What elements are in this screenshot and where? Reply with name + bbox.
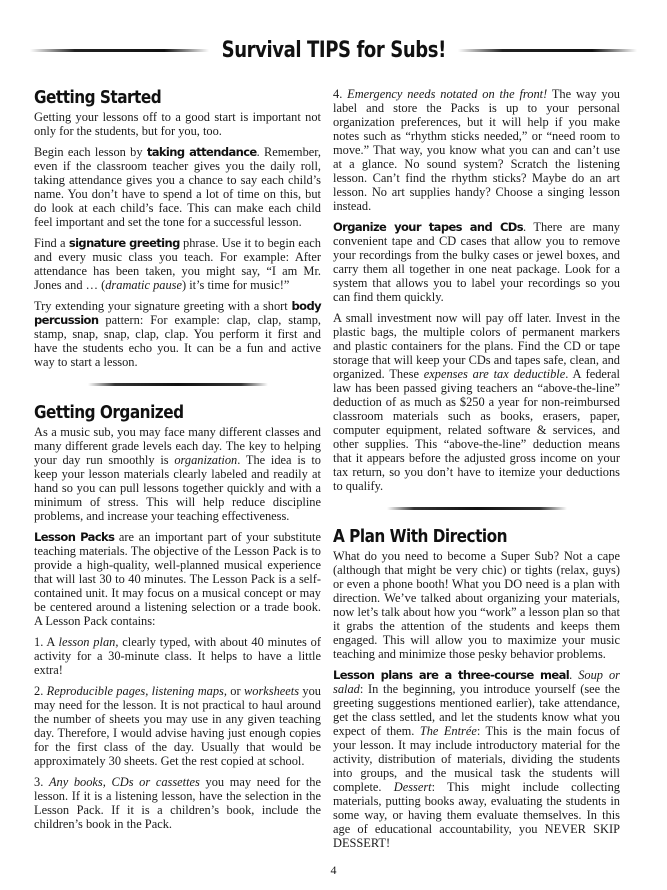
text-run: . The idea is to keep your lesson materials clearly labeled and readily at hand so you can pull lessons together quickly and with a minimum of stress. This will help reduce discipline problems, and increase your teaching effectiveness.: [34, 453, 321, 523]
italic-text: expenses are tax deductible: [423, 367, 566, 381]
text-run: .: [569, 668, 579, 682]
page-title: Survival TIPS for Subs!: [221, 38, 446, 63]
text-run: The way you label and store the Packs is up to your personal organization preferences, but it will help if you make notes such as “rhythm sticks needed,” or “need room to move.” That way, you know what you can and can’t use at a glance. No sound system? Scratch the listening lesson. Can’t find the rhythm sticks? Maybe do an art lesson. No art supplies handy? Choose a singing lesson instead.: [333, 87, 620, 213]
paragraph: [34, 299, 321, 369]
text-run: Find a: [34, 236, 69, 250]
italic-text: The Entrée: [419, 724, 477, 738]
paragraph: [34, 684, 321, 768]
keyword-highlight: signature greeting: [68, 236, 180, 250]
text-run: : This is the main focus of your lesson. It may include introductory material for the activity, distribution of materials, dividing the students into groups, and the musical task the students will complete.: [333, 724, 620, 794]
text-run: you may need for the lesson. It is not practical to haul around the number of sheets you may use in any given teaching day. Therefore, I would advise having just enough copies for the first class of the day. Usually that would be approximately 30 sheets. Get the rest copied at school.: [34, 684, 321, 768]
italic-text: Dessert: [393, 780, 432, 794]
keyword-highlight: taking attendance: [146, 145, 257, 159]
text-run: Getting your lessons off to a good start is important not only for the students, but for you, too.: [34, 110, 321, 138]
paragraph: [34, 635, 321, 677]
paragraph: [34, 236, 321, 292]
paragraph: [34, 530, 321, 628]
text-run: pattern: For example: clap, clap, stamp, stamp, snap, snap, clap, clap. You perform it first and have the students echo you. It can be a fun and active way to start a lesson.: [34, 313, 321, 369]
italic-text: lesson plan,: [58, 635, 119, 649]
text-run: What do you need to become a Super Sub? Not a cape (although that might be very chic) or tights (relax, guys) or even a phone booth! What you DO need is a plan with direction. We’ve talked about organizing your materials, now let’s talk about how you “work” a lesson plan so that it grabs the attention of the students and keeps them engaged. This will allow you to maximize your music teaching and minimize those pesky behavior problems.: [333, 549, 620, 661]
right-column: [333, 87, 620, 857]
title-rule-left: [30, 49, 209, 52]
text-run: . A federal law has been passed giving teachers an “above-the-line” deduction of as much as $250 a year for non-reimbursed classroom materials such as books, erasers, paper, computer equipment, related software & services, and other supplies. This “above-the-line” deduction means that it appears before the adjusted gross income on your tax return, so you don’t have to itemize your deductions to qualify.: [333, 367, 620, 493]
text-run: Begin each lesson by: [34, 145, 147, 159]
text-run: or: [226, 684, 244, 698]
italic-text: dramatic pause: [105, 278, 182, 292]
text-run: : In the beginning, you introduce yourself (see the greeting suggestions mentioned earlier), take attendance, get the class settled, and let the students know what you expect of them.: [333, 682, 620, 738]
italic-text: Reproducible pages, listening maps,: [46, 684, 227, 698]
section-heading: Getting Started: [34, 87, 162, 108]
text-run: phrase. Use it to begin each and every music class you teach. For example: After attendance has been taken, you might say, “I am Mr. Jones and … (: [34, 236, 321, 292]
text-run: : This might include collecting materials, putting books away, evaluating the students in some way, or having them evaluate themselves. In this age of educational accountability, you NEVER SKIP DESSERT!: [333, 780, 620, 850]
text-run: A small investment now will pay off later. Invest in the plastic bags, the multiple colors of permanent markers and plastic containers for the plans. Find the CD or tape storage that will keep your CDs and tapes safe, clean, and organized. These: [333, 311, 620, 381]
paragraph: [333, 87, 620, 213]
text-run: you may need for the lesson. If it is a listening lesson, have the selection in the Lesson Pack. If it is a children’s book, include the children’s book in the Pack.: [34, 775, 321, 831]
text-run: 1. A: [34, 635, 59, 649]
paragraph: [333, 549, 620, 661]
text-run: 4.: [333, 87, 348, 101]
italic-text: Any books, CDs or cassettes: [48, 775, 200, 789]
text-run: ) it’s time for music!”: [181, 278, 290, 292]
text-run: As a music sub, you may face many different classes and many different grade levels each day. The key to helping your day run smoothly is: [34, 425, 321, 467]
left-column: [34, 87, 321, 838]
text-run: . Remember, even if the classroom teacher gives you the daily roll, taking attendance gives you a chance to say each child’s name. You don’t have to spend a lot of time on this, but do look at each child’s face. This can make each child feel important and set the tone for a successful lesson.: [34, 145, 321, 229]
text-run: clearly typed, with about 40 minutes of activity for a 30-minute class. It helps to have a little extra!: [34, 635, 321, 677]
text-run: 2.: [34, 684, 47, 698]
text-run: are an important part of your substitute teaching materials. The objective of the Lesson Pack is to provide a high-quality, well-planned musical experience that will last 30 to 40 minutes. The Lesson Pack is a self-contained unit. It may focus on a musical concept or may be centered around a listening selection or a trade book. A Lesson Pack contains:: [34, 530, 321, 628]
italic-text: Emergency needs notated on the front!: [347, 87, 548, 101]
keyword-highlight: Lesson plans are a three-course meal: [333, 668, 570, 682]
paragraph: [34, 775, 321, 831]
italic-text: worksheets: [243, 684, 300, 698]
paragraph: [34, 425, 321, 523]
keyword-highlight: body percussion: [34, 299, 321, 327]
section-divider: [387, 507, 567, 510]
paragraph: [34, 110, 321, 138]
keyword-highlight: Organize your tapes and CDs: [333, 220, 523, 234]
keyword-highlight: Lesson Packs: [34, 530, 115, 544]
text-run: Try extending your signature greeting with a short: [34, 299, 292, 313]
paragraph: [34, 145, 321, 229]
section-heading: A Plan With Direction: [333, 526, 508, 547]
italic-text: Soup or salad: [333, 668, 620, 696]
paragraph: [333, 668, 620, 850]
text-run: . There are many convenient tape and CD cases that allow you to remove your recordings from the bulky cases or jewel boxes, and carry them all together in one neat package. Look for a system that allows you to label your recordings so you can find them quickly.: [333, 220, 620, 304]
columns: [34, 87, 667, 857]
section-heading: Getting Organized: [34, 402, 184, 423]
paragraph: [333, 311, 620, 493]
text-run: 3.: [34, 775, 49, 789]
title-rule-right: [458, 49, 637, 52]
page-title-banner: [30, 38, 637, 63]
section-divider: [88, 383, 268, 386]
italic-text: organization: [174, 453, 238, 467]
page-number: 4: [330, 863, 337, 877]
paragraph: [333, 220, 620, 304]
